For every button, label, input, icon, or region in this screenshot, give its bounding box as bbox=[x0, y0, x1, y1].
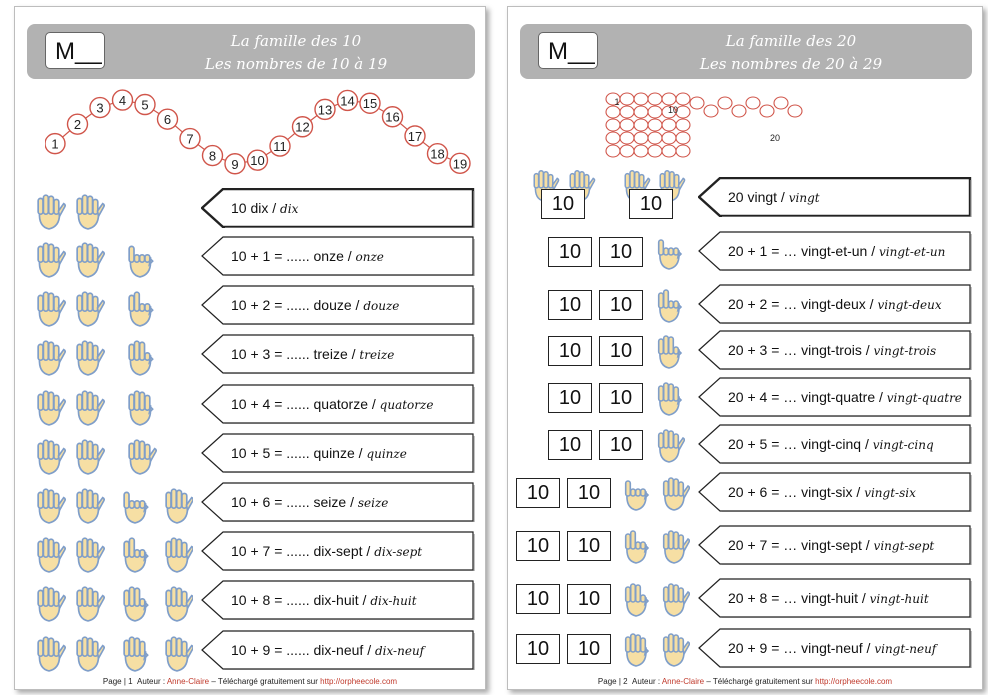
hand-icon bbox=[71, 387, 105, 431]
number-snake bbox=[45, 87, 475, 182]
finger-count-hand-icon bbox=[620, 527, 652, 569]
snake-bead bbox=[760, 105, 774, 117]
source-link[interactable]: http://orpheecole.com bbox=[320, 677, 398, 686]
ten-box: 10 bbox=[567, 634, 611, 664]
finger-count-hand-icon bbox=[653, 233, 685, 275]
equation: 10 + 8 = ...... bbox=[231, 592, 314, 609]
hand-icon bbox=[71, 485, 105, 529]
ten-box: 10 bbox=[629, 189, 673, 219]
page-footer: Page | 1 Auteur : Anne-Claire – Téléchargé gratuitement sur http://orpheecole.com bbox=[102, 677, 398, 686]
number-word: vingt-deux / bbox=[801, 296, 878, 312]
number-word: treize / bbox=[313, 346, 360, 363]
equation: 10 + 6 = ...... bbox=[231, 494, 314, 510]
number-word-cursive: vingt-sept bbox=[873, 539, 935, 553]
hand-icon bbox=[71, 436, 105, 480]
finger-count-hand-icon bbox=[620, 580, 652, 622]
snake-label: 1 bbox=[614, 97, 620, 107]
snake-bead bbox=[620, 119, 634, 131]
hand-icon bbox=[161, 485, 193, 529]
snake-bead bbox=[606, 119, 620, 131]
snake-bead bbox=[648, 119, 662, 131]
number-value: 10 bbox=[231, 200, 251, 216]
hand-icon bbox=[32, 583, 66, 627]
finger-count-hand-icon bbox=[123, 387, 157, 431]
page-header bbox=[520, 24, 972, 79]
number-label bbox=[231, 482, 388, 522]
number-word: vingt-neuf / bbox=[801, 640, 875, 656]
number-arrow bbox=[201, 188, 475, 228]
finger-count-hand-icon bbox=[123, 288, 157, 332]
number-word-cursive: vingt-trois bbox=[873, 344, 937, 358]
number-label bbox=[231, 630, 424, 670]
number-word-cursive: quinze bbox=[366, 446, 407, 461]
snake-label: 10 bbox=[667, 105, 679, 115]
ten-box: 10 bbox=[516, 478, 560, 508]
number-word: onze / bbox=[313, 248, 356, 264]
number-word-cursive: seize bbox=[357, 496, 389, 510]
number-word: douze / bbox=[313, 297, 364, 314]
worksheet-page-2 bbox=[507, 6, 983, 690]
bead-snake bbox=[603, 87, 883, 172]
finger-count-hand-icon bbox=[123, 239, 157, 283]
snake-number: 19 bbox=[452, 156, 468, 172]
number-label bbox=[231, 580, 417, 620]
page-subtitle: Les nombres de 20 à 29 bbox=[699, 55, 883, 73]
snake-bead bbox=[648, 145, 662, 157]
ten-box: 10 bbox=[599, 237, 643, 267]
ten-box: 10 bbox=[516, 584, 560, 614]
snake-bead bbox=[606, 132, 620, 144]
equation: 20 + 7 = … bbox=[728, 537, 802, 553]
number-label bbox=[728, 330, 936, 370]
snake-bead bbox=[634, 93, 648, 105]
ten-box: 10 bbox=[541, 189, 585, 219]
number-arrow bbox=[201, 285, 475, 325]
name-box: M__ bbox=[45, 32, 105, 69]
number-word: vingt-quatre / bbox=[801, 389, 887, 405]
snake-number: 3 bbox=[96, 100, 104, 116]
ten-box: 10 bbox=[516, 531, 560, 561]
number-arrow bbox=[698, 525, 972, 565]
number-word: vingt-sept / bbox=[801, 537, 874, 553]
finger-count-hand-icon bbox=[620, 630, 652, 672]
snake-bead bbox=[676, 145, 690, 157]
snake-bead bbox=[662, 145, 676, 157]
finger-count-hand-icon bbox=[123, 337, 157, 381]
number-arrow bbox=[201, 236, 475, 276]
number-word-cursive: dix-sept bbox=[374, 545, 423, 560]
equation: 20 + 5 = … bbox=[728, 436, 802, 452]
hand-icon bbox=[71, 534, 105, 578]
snake-bead bbox=[732, 105, 746, 117]
ten-box: 10 bbox=[548, 383, 592, 413]
number-label bbox=[231, 285, 399, 325]
hand-icon bbox=[32, 191, 66, 235]
snake-bead bbox=[606, 145, 620, 157]
hand-icon bbox=[71, 239, 105, 283]
snake-number: 12 bbox=[295, 119, 310, 135]
number-label bbox=[231, 334, 394, 374]
finger-count-hand-icon bbox=[119, 534, 151, 578]
hand-icon bbox=[658, 474, 690, 516]
finger-count-hand-icon bbox=[653, 426, 685, 468]
number-word-cursive: onze bbox=[355, 250, 384, 264]
snake-bead bbox=[620, 93, 634, 105]
snake-number: 8 bbox=[208, 148, 217, 164]
hand-icon bbox=[71, 191, 105, 235]
worksheet-page-1 bbox=[14, 6, 486, 690]
finger-count-hand-icon bbox=[119, 583, 151, 627]
number-label bbox=[728, 231, 945, 271]
number-word-cursive: vingt-six bbox=[864, 486, 916, 500]
number-arrow bbox=[201, 531, 475, 571]
snake-number: 7 bbox=[186, 131, 194, 147]
snake-number: 5 bbox=[141, 97, 149, 113]
ten-box: 10 bbox=[567, 478, 611, 508]
snake-bead bbox=[746, 97, 760, 109]
number-word: dix-neuf / bbox=[313, 641, 375, 658]
snake-bead bbox=[620, 106, 634, 118]
number-word-cursive: vingt-quatre bbox=[886, 391, 962, 405]
hand-icon bbox=[32, 337, 66, 381]
snake-bead bbox=[676, 93, 690, 105]
snake-number: 4 bbox=[118, 93, 127, 109]
equation: 20 + 3 = … bbox=[728, 342, 802, 358]
number-label bbox=[231, 188, 298, 228]
number-word-cursive: dix bbox=[280, 202, 299, 216]
snake-number: 17 bbox=[407, 128, 423, 144]
equation: 20 + 6 = … bbox=[728, 484, 802, 500]
number-word: vingt-trois / bbox=[801, 342, 874, 358]
hand-icon bbox=[658, 630, 690, 672]
number-label bbox=[231, 384, 433, 424]
equation: 20 + 4 = … bbox=[728, 389, 802, 405]
number-arrow bbox=[698, 377, 972, 417]
equation: 10 + 2 = ...... bbox=[231, 297, 314, 314]
number-word: dix-huit / bbox=[313, 592, 371, 609]
snake-bead bbox=[662, 119, 676, 131]
snake-bead bbox=[648, 132, 662, 144]
snake-bead bbox=[606, 106, 620, 118]
equation: 10 + 9 = ...... bbox=[231, 641, 314, 658]
name-box: M__ bbox=[538, 32, 598, 69]
snake-bead bbox=[718, 97, 732, 109]
snake-bead bbox=[676, 132, 690, 144]
snake-bead bbox=[634, 145, 648, 157]
hand-icon bbox=[71, 337, 105, 381]
snake-bead bbox=[662, 132, 676, 144]
hand-icon bbox=[32, 387, 66, 431]
snake-bead bbox=[774, 97, 788, 109]
finger-count-hand-icon bbox=[653, 332, 685, 374]
ten-box: 10 bbox=[567, 584, 611, 614]
ten-box: 10 bbox=[599, 290, 643, 320]
ten-box: 10 bbox=[599, 430, 643, 460]
hand-icon bbox=[32, 485, 66, 529]
number-arrow bbox=[698, 472, 972, 512]
snake-bead bbox=[634, 132, 648, 144]
number-word: dix / bbox=[250, 200, 281, 216]
ten-box: 10 bbox=[567, 531, 611, 561]
ten-box: 10 bbox=[599, 336, 643, 366]
number-word-cursive: vingt-et-un bbox=[879, 245, 946, 259]
finger-count-hand-icon bbox=[119, 485, 151, 529]
snake-number: 11 bbox=[273, 139, 287, 155]
snake-number: 6 bbox=[163, 112, 172, 128]
number-label bbox=[728, 424, 934, 464]
number-label bbox=[728, 578, 929, 618]
number-label bbox=[231, 531, 422, 571]
snake-bead bbox=[662, 93, 676, 105]
number-word: vingt-huit / bbox=[801, 590, 870, 606]
number-word: vingt-six / bbox=[801, 484, 865, 500]
number-word: seize / bbox=[313, 494, 358, 510]
number-word-cursive: quatorze bbox=[379, 397, 434, 412]
number-word-cursive: vingt-huit bbox=[869, 592, 929, 606]
snake-bead bbox=[788, 105, 802, 117]
number-arrow bbox=[698, 628, 972, 668]
snake-number: 18 bbox=[430, 146, 445, 162]
snake-number: 2 bbox=[73, 117, 82, 133]
hand-icon bbox=[161, 534, 193, 578]
snake-bead bbox=[704, 105, 718, 117]
number-word-cursive: dix-neuf bbox=[374, 643, 425, 658]
ten-box: 10 bbox=[516, 634, 560, 664]
snake-number: 1 bbox=[51, 136, 59, 152]
equation: 20 + 9 = … bbox=[728, 640, 802, 656]
equation: 20 + 8 = … bbox=[728, 590, 802, 606]
number-arrow bbox=[201, 384, 475, 424]
number-word-cursive: vingt-neuf bbox=[874, 642, 937, 656]
equation: 20 + 2 = … bbox=[728, 296, 802, 312]
hand-icon bbox=[161, 633, 193, 677]
hand-icon bbox=[161, 583, 193, 627]
snake-label: 20 bbox=[769, 133, 781, 143]
equation: 10 + 1 = ...... bbox=[231, 248, 314, 264]
snake-bead bbox=[620, 132, 634, 144]
number-word: quatorze / bbox=[313, 395, 380, 412]
finger-count-hand-icon bbox=[653, 379, 685, 421]
finger-count-hand-icon bbox=[119, 633, 151, 677]
snake-bead bbox=[620, 145, 634, 157]
number-arrow bbox=[201, 433, 475, 473]
number-word: dix-sept / bbox=[313, 543, 375, 560]
number-word-cursive: vingt bbox=[788, 191, 820, 205]
number-label bbox=[728, 177, 820, 217]
snake-bead bbox=[648, 93, 662, 105]
number-label bbox=[728, 472, 916, 512]
number-word: quinze / bbox=[313, 444, 367, 461]
hand-icon bbox=[32, 239, 66, 283]
snake-number: 14 bbox=[340, 93, 355, 109]
number-word: vingt / bbox=[747, 189, 789, 205]
page-footer: Page | 2 Auteur : Anne-Claire – Téléchargé gratuitement sur http://orpheecole.com bbox=[597, 677, 893, 686]
hand-icon bbox=[658, 527, 690, 569]
snake-number: 16 bbox=[385, 109, 400, 125]
number-arrow bbox=[698, 424, 972, 464]
page-title: La famille des 10 bbox=[230, 32, 362, 50]
number-word: vingt-cinq / bbox=[801, 436, 873, 452]
number-arrow bbox=[201, 630, 475, 670]
finger-count-hand-icon bbox=[620, 474, 652, 516]
page-header bbox=[27, 24, 475, 79]
number-word-cursive: douze bbox=[363, 299, 400, 314]
number-word-cursive: dix-huit bbox=[370, 594, 417, 609]
page-title: La famille des 20 bbox=[725, 32, 857, 50]
number-word-cursive: treize bbox=[359, 348, 395, 363]
equation: 10 + 7 = ...... bbox=[231, 543, 314, 560]
number-arrow bbox=[698, 231, 972, 271]
number-label bbox=[231, 236, 384, 276]
ten-box: 10 bbox=[548, 290, 592, 320]
number-word: vingt-et-un / bbox=[801, 243, 879, 259]
number-word-cursive: vingt-cinq bbox=[872, 438, 934, 452]
hand-icon bbox=[71, 288, 105, 332]
snake-bead bbox=[676, 119, 690, 131]
snake-bead bbox=[648, 106, 662, 118]
snake-number: 15 bbox=[362, 96, 378, 112]
number-arrow bbox=[698, 177, 972, 217]
number-arrow bbox=[201, 580, 475, 620]
hand-icon bbox=[32, 534, 66, 578]
snake-bead bbox=[634, 106, 648, 118]
number-arrow bbox=[698, 284, 972, 324]
snake-number: 10 bbox=[250, 153, 265, 169]
ten-box: 10 bbox=[548, 336, 592, 366]
number-label bbox=[728, 377, 962, 417]
snake-number: 9 bbox=[231, 156, 239, 172]
hand-icon bbox=[658, 580, 690, 622]
number-label bbox=[231, 433, 407, 473]
number-label bbox=[728, 284, 942, 324]
number-arrow bbox=[698, 330, 972, 370]
equation: 10 + 4 = ...... bbox=[231, 395, 314, 412]
ten-box: 10 bbox=[548, 430, 592, 460]
hand-icon bbox=[32, 436, 66, 480]
snake-bead bbox=[690, 97, 704, 109]
equation: 10 + 5 = ...... bbox=[231, 444, 314, 461]
hand-icon bbox=[71, 633, 105, 677]
page-subtitle: Les nombres de 10 à 19 bbox=[204, 55, 388, 73]
snake-number: 13 bbox=[317, 102, 333, 118]
number-word-cursive: vingt-deux bbox=[877, 298, 942, 312]
finger-count-hand-icon bbox=[123, 436, 157, 480]
finger-count-hand-icon bbox=[653, 286, 685, 328]
ten-box: 10 bbox=[599, 383, 643, 413]
hand-icon bbox=[32, 633, 66, 677]
number-value: 20 bbox=[728, 189, 748, 205]
source-link[interactable]: http://orpheecole.com bbox=[815, 677, 893, 686]
number-arrow bbox=[698, 578, 972, 618]
snake-bead bbox=[634, 119, 648, 131]
ten-box: 10 bbox=[548, 237, 592, 267]
number-arrow bbox=[201, 482, 475, 522]
number-label bbox=[728, 525, 934, 565]
hand-icon bbox=[71, 583, 105, 627]
equation: 10 + 3 = ...... bbox=[231, 346, 314, 363]
equation: 20 + 1 = … bbox=[728, 243, 802, 259]
hand-icon bbox=[32, 288, 66, 332]
number-arrow bbox=[201, 334, 475, 374]
number-label bbox=[728, 628, 936, 668]
snake-bead bbox=[676, 106, 690, 118]
